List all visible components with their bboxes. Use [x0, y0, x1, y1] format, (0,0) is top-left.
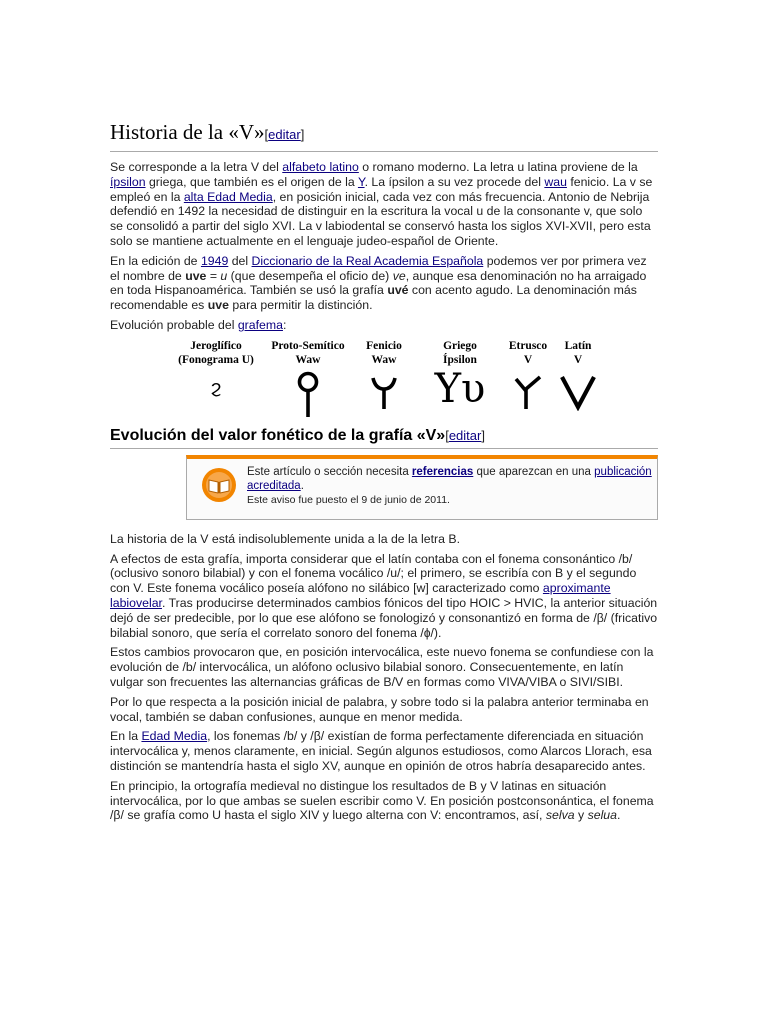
- text: En la: [110, 729, 142, 744]
- text: del: [228, 253, 252, 268]
- references-needed-notice: [186, 455, 658, 520]
- edit-section-link[interactable]: editar: [448, 427, 482, 443]
- glyph-sublabel: Waw: [371, 353, 397, 366]
- glyph-column-jeroglifico: [166, 339, 266, 398]
- glyph-label: Proto-Semítico: [271, 339, 345, 352]
- text: con acento agudo. La denominación más recomendable es: [110, 283, 637, 313]
- link-wau[interactable]: wau: [544, 174, 567, 189]
- link-grafema[interactable]: grafema: [237, 317, 283, 332]
- bracket-open: [: [445, 427, 449, 443]
- glyph-column-etrusco: [500, 339, 556, 414]
- paragraph-rae: [110, 254, 658, 313]
- glyph-label: Etrusco: [508, 339, 548, 352]
- text: Este artículo o sección necesita: [247, 465, 412, 478]
- glyph-sublabel: V: [523, 353, 533, 366]
- glyph-column-latin: [556, 339, 600, 414]
- bold-uve-accent: uvé: [387, 283, 409, 298]
- glyph-label: Griego: [443, 339, 477, 352]
- text: Evolución probable del: [110, 317, 238, 332]
- text: En la edición de: [110, 253, 201, 268]
- paragraph-ortografia: [110, 779, 658, 823]
- text: para permitir la distinción.: [228, 298, 373, 313]
- link-edad-media[interactable]: Edad Media: [141, 729, 208, 744]
- bold-uve: uve: [185, 268, 207, 283]
- link-referencias[interactable]: referencias: [411, 465, 474, 478]
- glyph-sublabel: Ípsilon: [443, 353, 477, 366]
- text: .: [300, 479, 304, 492]
- section-title: Evolución del valor fonético de la grafía «V»: [110, 426, 446, 444]
- text: podemos ver por primera vez el nombre de: [110, 253, 647, 283]
- section-heading-evolucion: [110, 425, 658, 449]
- glyph-sublabel: (Fonograma U): [178, 353, 254, 366]
- book-icon: [201, 467, 237, 503]
- text: , en posición inicial, cada vez con más frecuencia. Antonio de Nebrija defendió en 1492 la necesidad de distinguir en la escritura la vocal u de la consonante v, que solo se consolidó a partir del siglo XVI. La v labiodental se conservó hasta los siglos XVI-XVII, pero esta solo se mantiene actualmente en el lenguaje judeo-español de Oriente.: [110, 189, 651, 248]
- bracket-close: ]: [300, 127, 305, 142]
- link-ipsilon[interactable]: ípsilon: [110, 174, 146, 189]
- glyph-sublabel: Waw: [295, 353, 321, 366]
- link-1949[interactable]: 1949: [200, 253, 229, 268]
- text: o romano moderno. La letra u latina proviene de la: [358, 160, 638, 174]
- text: :: [282, 317, 287, 332]
- paragraph-posicion-inicial: Por lo que respecta a la posición inicial de palabra, y sobre todo si la palabra anterior terminaba en vocal, también se daban confusiones, aunque en menor medida.: [110, 694, 649, 724]
- glyph-column-proto-semitico: [262, 339, 354, 422]
- text: . La ípsilon a su vez procede del: [364, 174, 545, 189]
- notice-text: [247, 465, 657, 507]
- text: A efectos de esta grafía, importa considerar que el latín contaba con el fonema consonántico /b/ (oclusivo sonoro bilabial) y con el fonema vocálico /u/; el primero, se escribía con B y el segundo con V. Este fonema vocálico poseía alófono no silábico [w] caracterizado como: [110, 551, 637, 596]
- glyph-sublabel: V: [573, 353, 583, 366]
- text: y: [574, 808, 588, 823]
- article-content: [110, 118, 658, 828]
- greek-upsilon-icon: Υυ: [434, 365, 486, 412]
- edit-section-link[interactable]: editar: [268, 127, 301, 142]
- text: Se corresponde a la letra V del: [110, 160, 283, 174]
- italic-u: u: [220, 268, 228, 283]
- text: fenicio. La v se empleó en la: [110, 174, 653, 204]
- link-aproximante-labiovelar[interactable]: aproximante labiovelar: [110, 581, 611, 610]
- text: .: [616, 808, 621, 823]
- section-title: Historia de la «V»: [110, 120, 265, 144]
- link-y[interactable]: Y: [357, 174, 365, 189]
- glyph-label: Fenicio: [366, 339, 402, 352]
- italic-ve: ve: [392, 268, 406, 283]
- latin-v-icon: [556, 371, 600, 414]
- text: (que desempeña el oficio de): [227, 268, 393, 283]
- etruscan-v-icon: [500, 371, 556, 414]
- link-alfabeto-latino[interactable]: alfabeto latino: [282, 160, 359, 174]
- paragraph-efectos: [110, 552, 658, 641]
- paragraph-grafema: [110, 318, 658, 333]
- bracket-close: ]: [481, 427, 485, 443]
- glyph-column-griego: [422, 339, 498, 412]
- paragraph-cambios: Estos cambios provocaron que, en posición intervocálica, este nuevo fonema se confundiese con la evolución de /b/ intervocálica, un alófono oclusivo bilabial sonoro. Consecuentemente, en latín vulgar son frecuentes las alternancias gráficas de B/V en formas como VIVA/VIBA o SIVI/SIBI.: [110, 645, 654, 689]
- text: =: [206, 268, 221, 283]
- glyph-label: Jeroglífico: [190, 339, 242, 352]
- notice-date: Este aviso fue puesto el 9 de junio de 2011.: [247, 493, 450, 506]
- italic-selua: selua: [587, 808, 617, 823]
- paragraph-edad-media: [110, 729, 658, 773]
- text: . Tras producirse determinados cambios fónicos del tipo HOIC > HVIC, la anterior situación dejó de ser predecible, por lo que ese alófono se fonologizó y consonantizó en forma de /β/ (fricativo bilabial sonoro, que sería el correlato sonoro del fonema /ɸ/).: [110, 595, 658, 640]
- glyph-label: Latín: [564, 339, 592, 352]
- text: , los fonemas /b/ y /β/ existían de forma perfectamente diferenciada en situación intervocálica y, menos claramente, en inicial. Según algunos estudiosos, como Alarcos Llorach, esa distinción se mantendría hasta el siglo XV, aunque en opinión de otros habría desaparecido antes.: [110, 729, 652, 773]
- text: En principio, la ortografía medieval no distingue los resultados de B y V latinas en situación intervocálica, por lo que ambas se suelen escribir como V. En posición postconsonántica, el fonema /β/ se grafía como U hasta el siglo XIV y luego alterna con V: encontramos, así,: [110, 778, 654, 823]
- bold-uve: uve: [207, 298, 229, 313]
- proto-semitic-waw-icon: [262, 371, 354, 422]
- bracket-open: [: [264, 127, 269, 142]
- text: que aparezcan en una: [473, 465, 595, 478]
- edit-section-link-wrapper: [445, 428, 485, 443]
- phoenician-waw-icon: [354, 371, 414, 414]
- glyph-column-fenicio: [354, 339, 414, 414]
- paragraph-historia-b: La historia de la V está indisolublemente unida a la de la letra B.: [110, 531, 460, 546]
- text: , aunque esa denominación no ha arraigado en toda Hispanoamérica. También se usó la grafía: [110, 268, 647, 298]
- link-publicacion-acreditada[interactable]: publicación acreditada: [247, 465, 652, 492]
- paragraph-origen: [110, 160, 658, 249]
- link-alta-edad-media[interactable]: alta Edad Media: [183, 189, 273, 204]
- section-heading-historia: [110, 118, 658, 152]
- edit-section-link-wrapper: [265, 127, 305, 142]
- egyptian-glyph-icon: ϩ: [210, 376, 222, 398]
- link-diccionario-rae[interactable]: Diccionario de la Real Academia Española: [251, 253, 484, 268]
- italic-selva: selva: [545, 808, 575, 823]
- text: griega, que también es el origen de la: [145, 174, 358, 189]
- grapheme-evolution-table: [110, 339, 658, 419]
